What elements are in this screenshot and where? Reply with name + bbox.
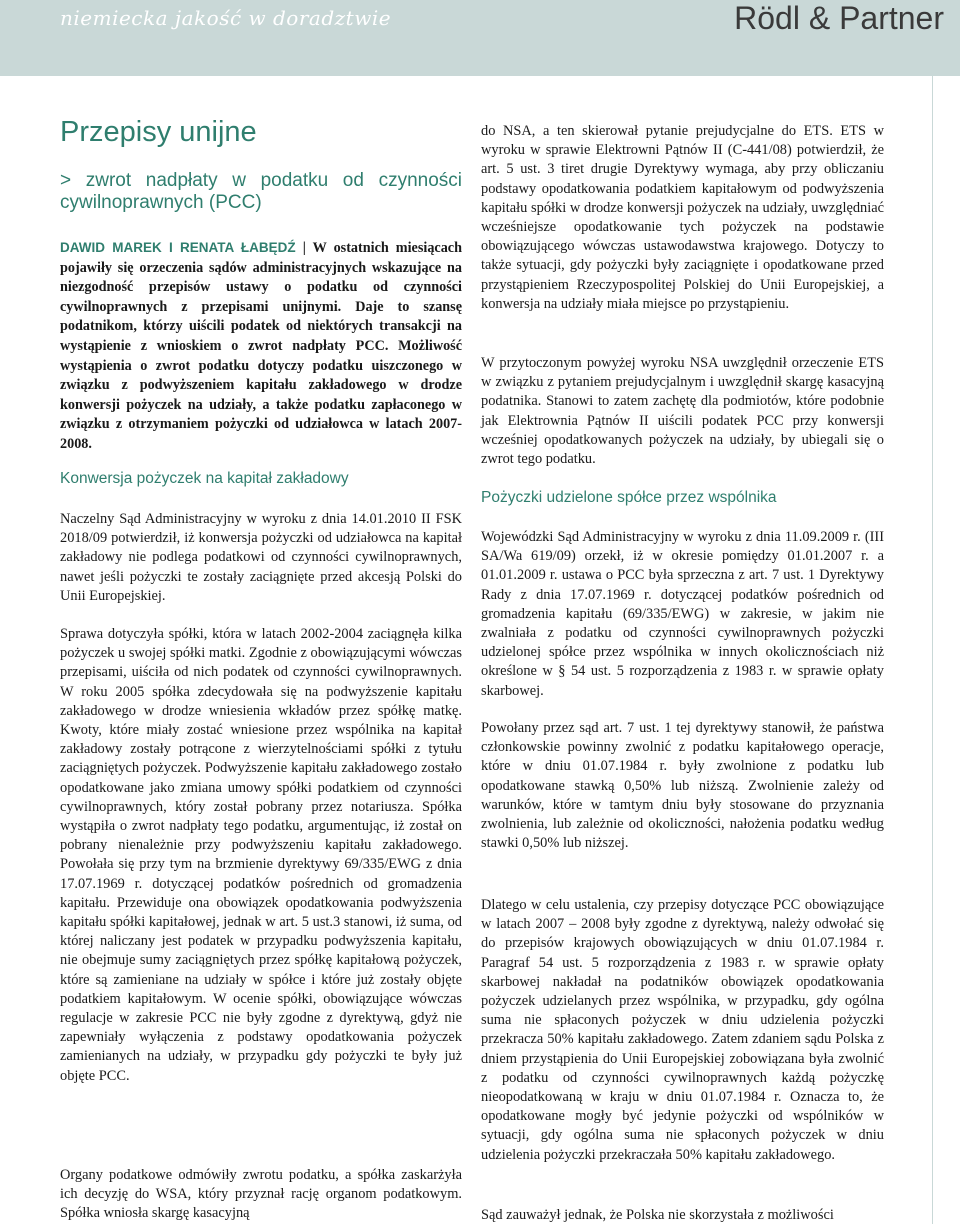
margin-rule [932,76,933,1224]
authors: DAWID MAREK I RENATA ŁABĘDŹ [60,240,296,255]
tagline: niemiecka jakość w doradztwie [60,6,392,30]
section-title: Przepisy unijne [60,116,257,148]
brand-logo: Rödl & Partner [734,0,944,36]
lead-text: W ostatnich miesiącach pojawiły się orzeczenia sądów administracyjnych wskazujące na niezgodność przepisów ustawy o podatku od czynności cywilnoprawnych z przepisami unijnymi. Daje to szansę podatnikom, którzy uiścili podatek od niektórych transakcji na wystąpienie z wnioskiem o zwrot nadpłaty PCC. Możliwość wystąpienia o zwrot podatku dotyczy podatku uiszczonego w związku z podwyższeniem kapitału zakładowego w drodze konwersji pożyczek na udziały, a także podatku zapłaconego w związku z otrzymaniem pożyczki od udziałowca w latach 2007-2008. [60,240,462,452]
paragraph-1: Naczelny Sąd Administracyjny w wyroku z dnia 14.01.2010 II FSK 2018/09 potwierdził, iż konwersja pożyczki od udziałowca na kapitał zakładowy nie podlega podatkowi od czynności cywilnoprawnych, nawet jeśli pożyczki te zostały zaciągnięte przed akcesją Polski do Unii Europejskiej. [60,511,462,604]
paragraph-5: W przytoczonym powyżej wyroku NSA uwzględnił orzeczenie ETS w związku z pytaniem prejudycjalnym i uwzględnił skargę kasacyjną podatnika. Stanowi to zatem zachętę dla podmiotów, które podobnie jak Elektrownia Pątnów II uiścili podatek PCC przy konwersji wcześniej opodatkowanych pożyczek na udziały, by ubiegali się o zwrot tego podatku. [481,355,884,468]
paragraph-6: Wojewódzki Sąd Administracyjny w wyroku z dnia 11.09.2009 r. (III SA/Wa 619/09) orzekł, iż w okresie pomiędzy 01.01.2007 r. a 01.01.2009 r. ustawa o PCC była sprzeczna z art. 7 ust. 1 Dyrektywy Rady z dnia 17.07.1969 r. dotyczącej podatków pośrednich od gromadzenia kapitału (69/335/EWG) w zakresie, w jakim nie zwalniała z podatku od czynności cywilnoprawnych pożyczki udzielonej spółce przez wspólnika w innych okolicznościach niż określone w § 54 ust. 5 rozporządzenia z 1983 r. w sprawie opłaty skarbowej. [481,529,884,699]
paragraph-4: do NSA, a ten skierował pytanie prejudycjalne do ETS. ETS w wyroku w sprawie Elektrowni Pątnów II (C-441/08) potwierdził, że art. 5 ust. 3 tiret drugie Dyrektywy wymaga, aby przy obliczaniu podstawy opodatkowania podatkiem kapitałowym od podwyższenia kapitału spółki w drodze konwersji pożyczek na udziały, uwzględniać wcześniejsze opodatkowanie tych pożyczek na podstawie obowiązującego wówczas ustawodawstwa krajowego. Dotyczy to także sytuacji, gdy pożyczki były zaciągnięte i opodatkowane przed przystąpieniem Rzeczypospolitej Polskiej do Unii Europejskiej, a konwersja na udziały miała miejsce po przystąpieniu. [481,123,884,312]
paragraph-9: Sąd zauważył jednak, że Polska nie skorzystała z możliwości [481,1207,834,1223]
lead-separator: | [295,240,313,256]
paragraph-2: Sprawa dotyczyła spółki, która w latach 2002-2004 zaciągnęła kilka pożyczek u swojej spółki matki. Zgodnie z obowiązującymi wówczas przepisami, uiściła od nich podatek od czynności cywilnoprawnych. W roku 2005 spółka zdecydowała się na podwyższenie kapitału zakładowego w drodze wniesienia wkładów przez spółkę matkę. Kwoty, które miały zostać wniesione przez wspólnika na kapitał zakładowy zostały potrącone z wierzytelnościami spółki z tytułu zaciągniętych pożyczek. Podwyższenie kapitału zakładowego zostało opodatkowane jako zmiana umowy spółki podatkiem od czynności cywilnoprawnych, który został pobrany przez notariusza. Spółka wystąpiła o zwrot nadpłaty tego podatku, argumentując, iż został on pobrany nienależnie przy podwyższeniu kapitału zakładowego. Powołała się przy tym na brzmienie dyrektywy 69/335/EWG z dnia 17.07.1969 r. dotyczącej podatków pośrednich od gromadzenia kapitału. Przewiduje ona obowiązek opodatkowania podwyższenia kapitału spółki kapitałowej, jednak w art. 5 ust.3 stanowi, iż suma, od której naliczany jest podatek w przypadku podwyższenia kapitału, nie obejmuje sumy zaciągniętych przez spółkę kapitałową pożyczek, które są zamieniane na udziały w spółce i które już zostały objęte podatkiem kapitałowym. W ocenie spółki, obowiązujące wówczas regulacje w zakresie PCC nie były zgodne z dyrektywą, gdyż nie zapewniały wyłączenia z podstawy opodatkowania pożyczek zamienianych na udziały, w przypadku gdy pożyczki te były już objęte PCC. [60,626,462,1084]
heading-loan-conversion: Konwersja pożyczek na kapitał zakładowy [60,470,349,487]
paragraph-8: Dlatego w celu ustalenia, czy przepisy dotyczące PCC obowiązujące w latach 2007 – 2008 były zgodne z dyrektywą, należy odwołać się do przepisów krajowych obowiązujących w dniu 01.07.1984 r. Paragraf 54 ust. 5 rozporządzenia z 1983 r. w sprawie opłaty skarbowej nakładał na podatników obowiązek opodatkowania pożyczek udzielanych przez wspólnika, w przypadku, gdy ogólna suma nie spłaconych pożyczek w dniu udzielenia pożyczki przekracza 50% kapitału zakładowego. Zatem zdaniem sądu Polska z dniem przystąpienia do Unii Europejskiej zobowiązana była zwolnić z podatku od czynności cywilnoprawnych każdą pożyczkę nieopodatkowaną w kraju w dniu 01.07.1984 r. Oznacza to, że opodatkowane mogły być jedynie pożyczki od wspólników w sytuacji, gdy ogólna suma nie spłaconych pożyczek w dniu udzielenia pożyczki przekraczała 50% kapitału zakładowego. [481,897,884,1163]
article-subtitle: > zwrot nadpłaty w podatku od czynności cywilnoprawnych (PCC) [60,170,462,213]
lead-paragraph [60,238,462,455]
paragraph-7: Powołany przez sąd art. 7 ust. 1 tej dyrektywy stanowił, że państwa członkowskie powinny zwolnić z podatku kapitałowego operacje, które w dniu 01.07.1984 r. były zwolnione z podatku lub opodatkowane stawką 0,50% lub niższą. Zwolnienie zależy od warunków, które w tamtym dniu były stosowane do przyznania zwolnienia, lub zależnie od okoliczności, nałożenia podatku według stawki 0,50% lub niższej. [481,720,884,852]
page-header [0,0,960,76]
paragraph-3: Organy podatkowe odmówiły zwrotu podatku, a spółka zaskarżyła ich decyzję do WSA, który przyznał rację organom podatkowym. Spółka wniosła skargę kasacyjną [60,1167,462,1222]
heading-shareholder-loans: Pożyczki udzielone spółce przez wspólnika [481,489,777,506]
